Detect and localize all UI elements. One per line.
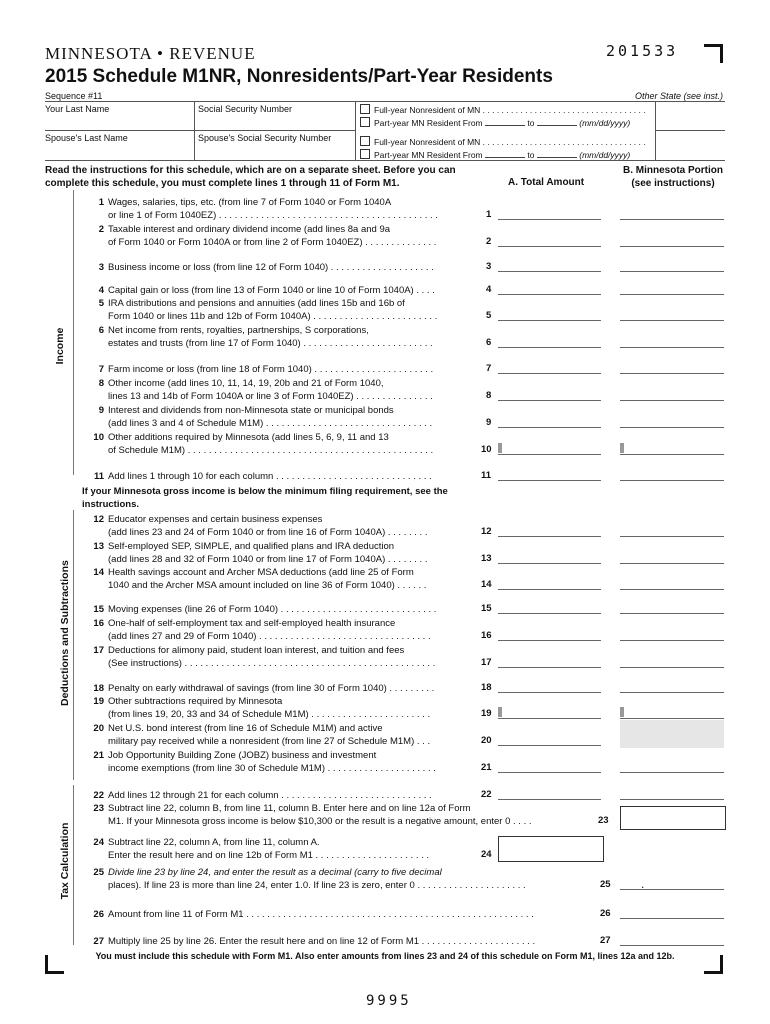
line-17: 17 Deductions for alimony paid, student loan interest, and tuition and fees (See instructions) . . . . . . . . . . . . . . . . . . . . . . . . . . . . . . . . . . . . . . . . . . . . . . . .	[93, 645, 436, 669]
line-20: 20 Net U.S. bond interest (from line 16 of Schedule M1M) and active military pay received while a nonresident (from line 27 of Schedule M1M) . . .	[93, 723, 431, 747]
spouse-ssn-label: Spouse's Social Security Number	[198, 133, 332, 143]
line-11: 11 Add lines 1 through 10 for each column . . . . . . . . . . . . . . . . . . . . . . . . . . . . . .	[93, 471, 432, 482]
footer-code: 9995	[366, 993, 412, 1009]
registration-mark-top-right	[704, 44, 723, 63]
part-year-checkbox-1[interactable]	[360, 117, 370, 127]
minnesota-revenue-logo: MINNESOTA • REVENUE	[45, 44, 256, 63]
line-1: 1 Wages, salaries, tips, etc. (from line 7 of Form 1040 or Form 1040A or line 1 of Form 1040EZ) . . . . . . . . . . . . . . . . . . . . . . . . . . . . . . . . . . . . . . . . . .	[98, 197, 438, 221]
section-tax-label: Tax Calculation	[59, 822, 71, 900]
line-22: 22 Add lines 12 through 21 for each column . . . . . . . . . . . . . . . . . . . . . . . . . . . . .	[93, 790, 432, 801]
full-year-label-2: Full-year Nonresident of MN . . . . . . . . . . . . . . . . . . . . . . . . . . . . . . . . . . .	[374, 137, 646, 147]
line-4: 4 Capital gain or loss (from line 13 of Form 1040 or line 10 of Form 1040A) . . . .	[98, 285, 435, 296]
part-year-label-2: Part-year MN Resident From to (mm/dd/yyyy)	[374, 150, 631, 160]
line-12: 12 Educator expenses and certain business expenses (add lines 23 and 24 of Form 1040 or from line 16 of Form 1040A) . . . . . . . .	[93, 514, 428, 538]
form-title: 2015 Schedule M1NR, Nonresidents/Part-Year Residents	[45, 66, 553, 87]
line-16: 16 One-half of self-employment tax and self-employed health insurance (add lines 27 and 29 of Form 1040) . . . . . . . . . . . . . . . . . . . . . . . . . . . . . . . . .	[93, 618, 431, 642]
sequence-number: Sequence #11	[45, 91, 103, 101]
ssn-label: Social Security Number	[198, 104, 293, 114]
full-year-checkbox-2[interactable]	[360, 136, 370, 146]
line-21: 21 Job Opportunity Building Zone (JOBZ) business and investment income exemptions (from line 30 of Schedule M1M) . . . . . . . . . . . . . . . . . . . . .	[93, 750, 436, 774]
line-26: 26 Amount from line 11 of Form M1 . . . . . . . . . . . . . . . . . . . . . . . . . . . . . . . . . . . . . . . . . . . . . . . . . . . . . . .	[93, 909, 534, 920]
instructions-text: Read the instructions for this schedule, which are on a separate sheet. Before you can complete this schedule, you must complete lines 1 through 11 of Form M1.	[45, 165, 456, 189]
line-3: 3 Business income or loss (from line 12 of Form 1040) . . . . . . . . . . . . . . . . . . . .	[98, 262, 434, 273]
line-5: 5 IRA distributions and pensions and annuities (add lines 15b and 16b of Form 1040 or lines 11b and 12b of Form 1040A) . . . . . . . . . . . . . . . . . . . . . . . .	[98, 298, 438, 322]
full-year-checkbox-1[interactable]	[360, 104, 370, 114]
line-18: 18 Penalty on early withdrawal of savings (from line 30 of Form 1040) . . . . . . . . .	[93, 683, 435, 694]
section-deductions-label: Deductions and Subtractions	[59, 560, 71, 706]
line-8: 8 Other income (add lines 10, 11, 14, 19, 20b and 21 of Form 1040, lines 13 and 14b of Form 1040A or line 3 of Form 1040EZ) . . . . . . . . . . . . . . .	[98, 378, 433, 402]
line-14: 14 Health savings account and Archer MSA deductions (add line 25 of Form 1040 and the Archer MSA amount included on line 36 of Form 1040) . . . . . .	[93, 567, 427, 591]
line-19: 19 Other subtractions required by Minnesota (from lines 19, 20, 33 and 34 of Schedule M1M) . . . . . . . . . . . . . . . . . . . . . . .	[93, 696, 431, 720]
line-23-box[interactable]	[620, 806, 726, 830]
column-a-header: A. Total Amount	[508, 177, 585, 188]
spouse-last-name-label: Spouse's Last Name	[45, 133, 128, 143]
line-10: 10 Other additions required by Minnesota (add lines 5, 6, 9, 11 and 13 of Schedule M1M) . . . . . . . . . . . . . . . . . . . . . . . . . . . . . . . . . . . . . . . . . . . . . . .	[93, 432, 434, 456]
line-11-note: If your Minnesota gross income is below the minimum filing requirement, see the instructions.	[82, 486, 448, 510]
part-year-checkbox-2[interactable]	[360, 149, 370, 159]
line-24: 24 Subtract line 22, column A, from line 11, column A. Enter the result here and on line 12b of Form M1 . . . . . . . . . . . . . . . . . . . . . .	[93, 837, 430, 861]
section-income-label: Income	[54, 327, 66, 365]
line-23: 23 Subtract line 22, column B, from line 11, column B. Enter here and on line 12a of Form M1. If your Minnesota gross income is below $10,300 or the result is a negative amount, enter 0 . . . .	[93, 803, 532, 827]
your-last-name-label: Your Last Name	[45, 104, 110, 114]
line-27: 27 Multiply line 25 by line 26. Enter the result here and on line 12 of Form M1 . . . . . . . . . . . . . . . . . . . . . .	[93, 936, 536, 947]
footer-note: You must include this schedule with Form M1. Also enter amounts from lines 23 and 24 of this schedule on Form M1, lines 12a and 12b.	[95, 951, 675, 961]
other-state-label: Other State (see inst.)	[635, 91, 724, 101]
line-15: 15 Moving expenses (line 26 of Form 1040) . . . . . . . . . . . . . . . . . . . . . . . . . . . . . .	[93, 604, 437, 615]
line-6: 6 Net income from rents, royalties, partnerships, S corporations, estates and trusts (from line 17 of Form 1040) . . . . . . . . . . . . . . . . . . . . . . . . .	[98, 325, 433, 349]
column-b-header: B. Minnesota Portion (see instructions)	[623, 165, 723, 189]
line-7: 7 Farm income or loss (from line 18 of Form 1040) . . . . . . . . . . . . . . . . . . . . . . .	[98, 364, 434, 375]
line-13: 13 Self-employed SEP, SIMPLE, and qualified plans and IRA deduction (add lines 28 and 32 of Form 1040 or from line 17 of Form 1040A) . . . . . . . .	[93, 541, 428, 565]
line-24-box[interactable]	[498, 836, 604, 862]
line-2: 2 Taxable interest and ordinary dividend income (add lines 8a and 9a of Form 1040 or Form 1040A or from line 2 of Form 1040EZ) . . . . . . . . . . . . . .	[98, 224, 437, 248]
part-year-label-1: Part-year MN Resident From to (mm/dd/yyyy)	[374, 118, 631, 128]
form-code: 201533	[606, 42, 679, 60]
line-9: 9 Interest and dividends from non-Minnesota state or municipal bonds (add lines 3 and 4 of Schedule M1M) . . . . . . . . . . . . . . . . . . . . . . . . . . . . . . . .	[98, 405, 433, 429]
line-25: 25 Divide line 23 by line 24, and enter the result as a decimal (carry to five decimal places). If line 23 is more than line 24, enter 1.0. If line 23 is zero, enter 0 . . . . . . . . . . . . . . . . . . . . .	[93, 867, 526, 891]
full-year-label-1: Full-year Nonresident of MN . . . . . . . . . . . . . . . . . . . . . . . . . . . . . . . . . . .	[374, 105, 646, 115]
